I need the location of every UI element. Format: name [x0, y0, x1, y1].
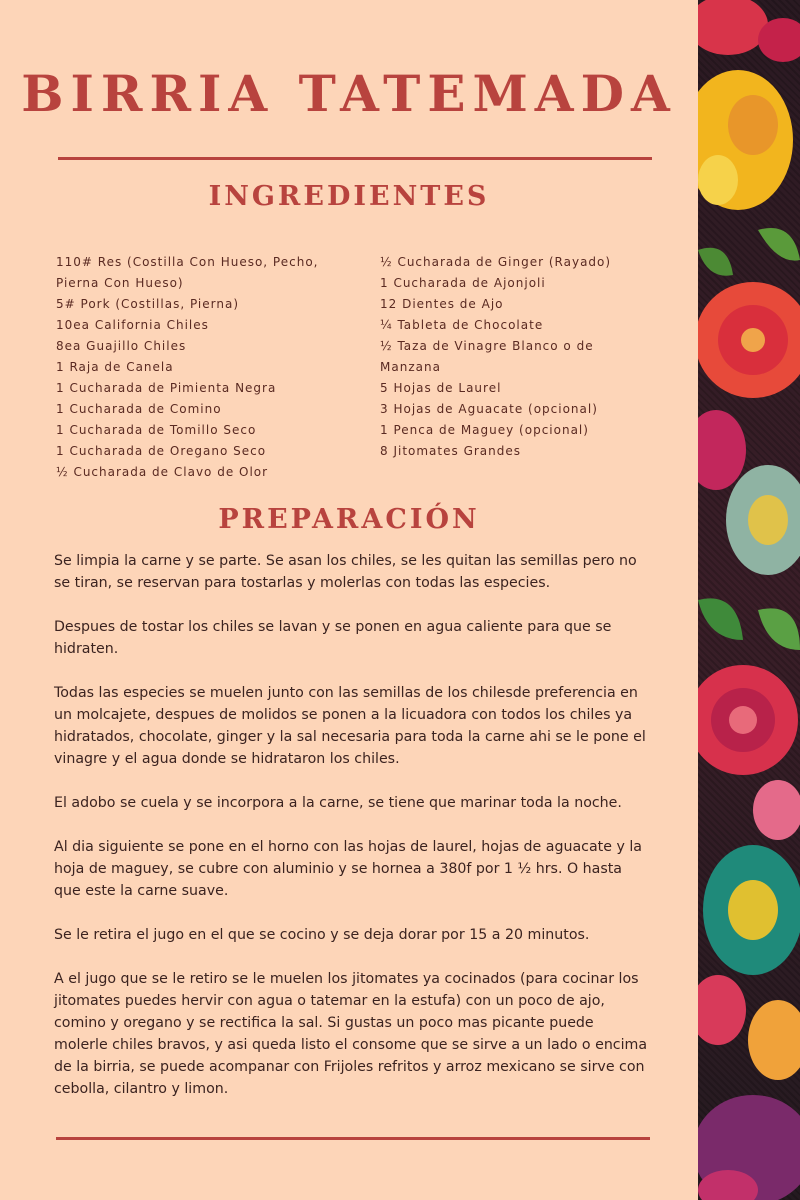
ingredient-item: ½ Cucharada de Clavo de Olor: [56, 465, 269, 479]
preparation-step: Se le retira el jugo en el que se cocino y se deja dorar por 15 a 20 minutos.: [54, 927, 590, 943]
ingredient-item: 10ea California Chiles: [56, 318, 209, 332]
embroidery-pattern: [698, 0, 800, 1200]
preparation-step: Se limpia la carne y se parte. Se asan los chiles, se les quitan las semillas pero no se tiran, se reservan para tostarlas y molerlas con todas las especies.: [54, 553, 637, 591]
ingredients-list-left: [56, 252, 346, 483]
ingredient-item: 3 Hojas de Aguacate (opcional): [380, 402, 598, 416]
ingredient-item: ½ Cucharada de Ginger (Rayado): [380, 255, 612, 269]
preparation-step: Todas las especies se muelen junto con las semillas de los chilesde preferencia en un molcajete, despues de molidos se ponen a la licuadora con todos los chiles ya hidratados, chocolate, ginger y la sal necesaria para toda la carne ahi se le pone el vinagre y el agua donde se hidrataron los chiles.: [54, 685, 646, 767]
preparation-step: Al dia siguiente se pone en el horno con las hojas de laurel, hojas de aguacate y la hoja de maguey, se cubre con aluminio y se hornea a 380f por 1 ½ hrs. O hasta que este la carne suave.: [54, 839, 642, 899]
ingredient-item: 1 Penca de Maguey (opcional): [380, 423, 589, 437]
top-divider: [58, 157, 652, 160]
preparation-step: Despues de tostar los chiles se lavan y se ponen en agua caliente para que se hidraten.: [54, 619, 612, 657]
ingredient-item: Pierna Con Hueso): [56, 276, 184, 290]
ingredient-item: 1 Cucharada de Ajonjoli: [380, 276, 546, 290]
ingredient-item: 5 Hojas de Laurel: [380, 381, 502, 395]
ingredient-item: 12 Dientes de Ajo: [380, 297, 504, 311]
ingredient-item: 1 Cucharada de Oregano Seco: [56, 444, 267, 458]
ingredient-item: 1 Raja de Canela: [56, 360, 174, 374]
preparation-steps: [54, 550, 650, 1122]
preparation-step: A el jugo que se le retiro se le muelen los jitomates ya cocinados (para cocinar los jitomates puedes hervir con agua o tatemar en la estufa) con un poco de ajo, comino y oregano y se rectifica la sal. Si gustas un poco mas picante puede molerle chiles bravos, y asi queda listo el consome que se sirve a un lado o encima de la birria, se puede acompanar con Frijoles refritos y arroz mexicano se sirve con cebolla, cilantro y limon.: [54, 971, 648, 1097]
ingredient-item: 8ea Guajillo Chiles: [56, 339, 187, 353]
ingredient-item: 1 Cucharada de Pimienta Negra: [56, 381, 277, 395]
preparation-step: El adobo se cuela y se incorpora a la carne, se tiene que marinar toda la noche.: [54, 795, 622, 811]
bottom-divider: [56, 1137, 650, 1140]
recipe-title: BIRRIA TATEMADA: [21, 64, 677, 123]
ingredient-item: 5# Pork (Costillas, Pierna): [56, 297, 239, 311]
ingredient-item: 110# Res (Costilla Con Hueso, Pecho,: [56, 255, 319, 269]
ingredient-item: 8 Jitomates Grandes: [380, 444, 522, 458]
ingredient-item: 1 Cucharada de Tomillo Seco: [56, 423, 257, 437]
ingredient-item: ½ Taza de Vinagre Blanco o de: [380, 339, 594, 353]
ingredients-list-right: [380, 252, 640, 462]
ingredient-item: 1 Cucharada de Comino: [56, 402, 222, 416]
preparation-heading: PREPARACIÓN: [218, 504, 480, 535]
embroidered-flowers-image: [698, 0, 800, 1200]
ingredients-heading: INGREDIENTES: [208, 181, 490, 212]
ingredient-item: Manzana: [380, 360, 441, 374]
ingredient-item: ¼ Tableta de Chocolate: [380, 318, 544, 332]
